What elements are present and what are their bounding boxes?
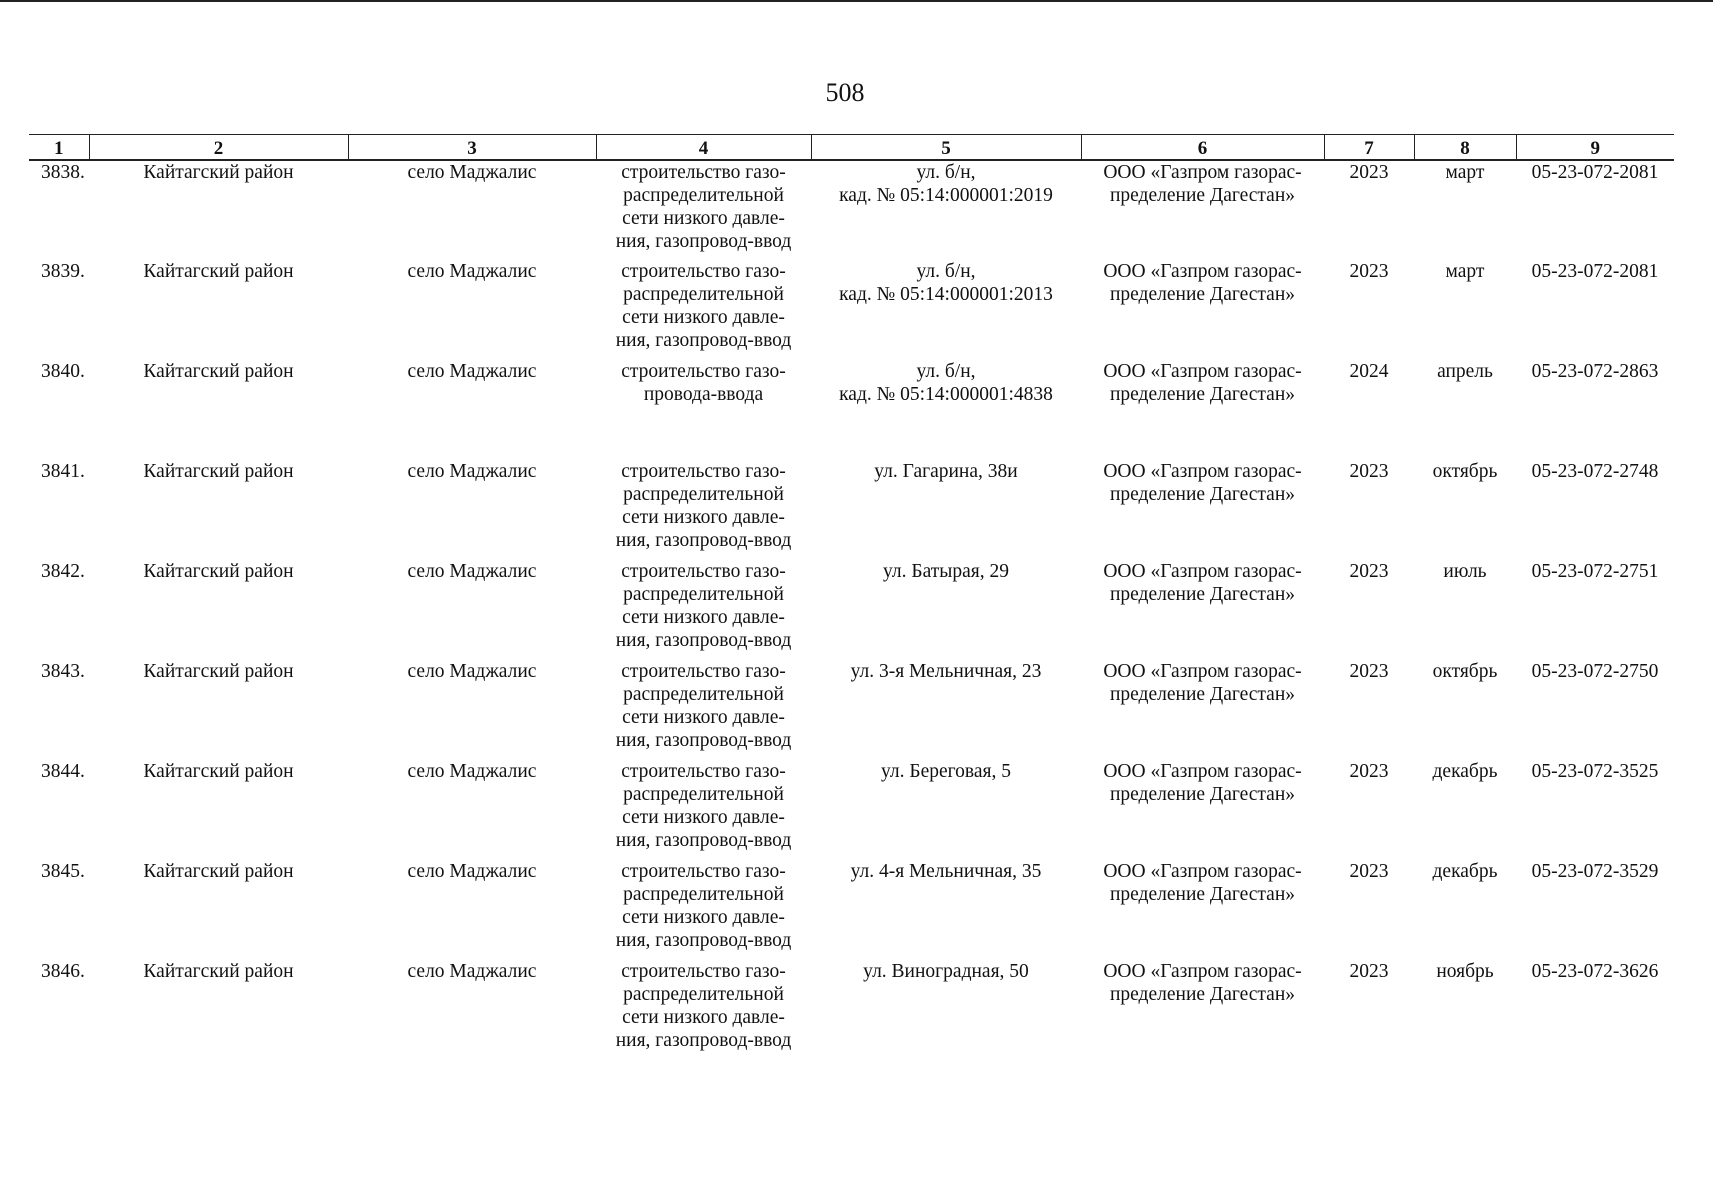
row-number-cell: 3845. (41, 861, 85, 882)
settlement-cell: село Маджалис (407, 561, 537, 582)
code-cell: 05-23-072-2863 (1531, 361, 1659, 382)
organization-cell-line: пределение Дагестан» (1109, 684, 1296, 705)
address-cell-line: ул. б/н, (916, 162, 976, 183)
organization-cell (1081, 260, 1324, 360)
work-type-cell (596, 760, 811, 860)
address-cell-line: кад. № 05:14:000001:2019 (839, 185, 1053, 206)
address-cell-line: ул. Виноградная, 50 (863, 961, 1029, 982)
address-cell-line: ул. б/н, (916, 261, 976, 282)
work-type-cell-line: сети низкого давле- (622, 707, 785, 728)
district-cell: Кайтагский район (143, 761, 294, 782)
organization-cell-line: пределение Дагестан» (1109, 884, 1296, 905)
address-cell (811, 560, 1081, 660)
work-type-cell-line: ния, газопровод-ввод (615, 1030, 792, 1051)
code-cell: 05-23-072-2750 (1531, 661, 1659, 682)
address-cell (811, 360, 1081, 460)
month-cell: октябрь (1432, 461, 1498, 482)
register-table-container (29, 134, 1674, 1060)
row-number-cell: 3844. (41, 761, 85, 782)
address-cell-line: ул. Гагарина, 38и (874, 461, 1018, 482)
work-type-cell-line: распределительной (623, 984, 784, 1005)
work-type-cell-line: ния, газопровод-ввод (615, 530, 792, 551)
address-cell (811, 760, 1081, 860)
settlement-cell: село Маджалис (407, 461, 537, 482)
month-cell: декабрь (1432, 761, 1498, 782)
work-type-cell (596, 660, 811, 760)
month-cell: апрель (1437, 361, 1493, 382)
year-cell: 2023 (1349, 661, 1389, 682)
register-table (29, 134, 1674, 1060)
month-cell: декабрь (1432, 861, 1498, 882)
work-type-cell-line: строительство газо- (621, 661, 786, 682)
work-type-cell-line: распределительной (623, 584, 784, 605)
settlement-cell: село Маджалис (407, 361, 537, 382)
work-type-cell (596, 360, 811, 460)
work-type-cell-line: ния, газопровод-ввод (615, 930, 792, 951)
year-cell: 2023 (1349, 861, 1389, 882)
year-cell: 2023 (1349, 461, 1389, 482)
organization-cell-line: пределение Дагестан» (1109, 784, 1296, 805)
table-row (29, 560, 1674, 660)
work-type-cell-line: ния, газопровод-ввод (615, 630, 792, 651)
address-cell-line: ул. Береговая, 5 (881, 761, 1011, 782)
table-row (29, 360, 1674, 460)
row-number-cell: 3840. (41, 361, 85, 382)
work-type-cell (596, 860, 811, 960)
table-row (29, 960, 1674, 1060)
work-type-cell (596, 960, 811, 1060)
organization-cell-line: ООО «Газпром газорас- (1103, 361, 1302, 382)
table-row (29, 860, 1674, 960)
work-type-cell-line: сети низкого давле- (622, 307, 785, 328)
district-cell: Кайтагский район (143, 162, 294, 183)
month-cell: октябрь (1432, 661, 1498, 682)
address-cell (811, 660, 1081, 760)
work-type-cell-line: сети низкого давле- (622, 907, 785, 928)
table-body (29, 160, 1674, 1060)
row-number-cell: 3842. (41, 561, 85, 582)
column-header: 7 (1324, 135, 1414, 161)
work-type-cell-line: строительство газо- (621, 361, 786, 382)
organization-cell-line: пределение Дагестан» (1109, 384, 1296, 405)
organization-cell-line: пределение Дагестан» (1109, 484, 1296, 505)
code-cell: 05-23-072-3529 (1531, 861, 1659, 882)
column-header: 9 (1516, 135, 1674, 161)
code-cell: 05-23-072-2751 (1531, 561, 1659, 582)
code-cell: 05-23-072-3626 (1531, 961, 1659, 982)
work-type-cell-line: строительство газо- (621, 761, 786, 782)
work-type-cell-line: ния, газопровод-ввод (615, 330, 792, 351)
work-type-cell-line: ния, газопровод-ввод (615, 231, 792, 252)
district-cell: Кайтагский район (143, 861, 294, 882)
address-cell-line: ул. б/н, (916, 361, 976, 382)
organization-cell-line: ООО «Газпром газорас- (1103, 661, 1302, 682)
work-type-cell-line: строительство газо- (621, 261, 786, 282)
row-number-cell: 3838. (41, 162, 85, 183)
work-type-cell-line: распределительной (623, 185, 784, 206)
page-number: 508 (825, 78, 865, 107)
work-type-cell-line: сети низкого давле- (622, 208, 785, 229)
address-cell-line: кад. № 05:14:000001:2013 (839, 284, 1053, 305)
work-type-cell-line: провода-ввода (643, 384, 764, 405)
table-row (29, 160, 1674, 260)
work-type-cell-line: строительство газо- (621, 961, 786, 982)
work-type-cell (596, 460, 811, 560)
column-header: 2 (89, 135, 348, 161)
column-header: 5 (811, 135, 1081, 161)
column-header: 8 (1414, 135, 1516, 161)
work-type-cell-line: строительство газо- (621, 162, 786, 183)
organization-cell-line: пределение Дагестан» (1109, 185, 1296, 206)
code-cell: 05-23-072-2748 (1531, 461, 1659, 482)
organization-cell-line: пределение Дагестан» (1109, 984, 1296, 1005)
row-number-cell: 3846. (41, 961, 85, 982)
work-type-cell-line: ния, газопровод-ввод (615, 730, 792, 751)
settlement-cell: село Маджалис (407, 861, 537, 882)
organization-cell-line: пределение Дагестан» (1109, 584, 1296, 605)
organization-cell-line: ООО «Газпром газорас- (1103, 761, 1302, 782)
work-type-cell-line: распределительной (623, 884, 784, 905)
settlement-cell: село Маджалис (407, 261, 537, 282)
address-cell-line: ул. 4-я Мельничная, 35 (850, 861, 1042, 882)
organization-cell (1081, 960, 1324, 1060)
work-type-cell-line: строительство газо- (621, 861, 786, 882)
district-cell: Кайтагский район (143, 961, 294, 982)
work-type-cell-line: распределительной (623, 284, 784, 305)
organization-cell (1081, 660, 1324, 760)
district-cell: Кайтагский район (143, 461, 294, 482)
settlement-cell: село Маджалис (407, 661, 537, 682)
address-cell (811, 960, 1081, 1060)
table-header (29, 135, 1674, 161)
address-cell (811, 160, 1081, 260)
organization-cell-line: ООО «Газпром газорас- (1103, 861, 1302, 882)
header-row (29, 135, 1674, 161)
work-type-cell (596, 560, 811, 660)
address-cell-line: кад. № 05:14:000001:4838 (839, 384, 1053, 405)
organization-cell-line: ООО «Газпром газорас- (1103, 561, 1302, 582)
address-cell-line: ул. 3-я Мельничная, 23 (850, 661, 1042, 682)
work-type-cell-line: распределительной (623, 784, 784, 805)
address-cell-line: ул. Батырая, 29 (883, 561, 1009, 582)
column-header: 3 (348, 135, 596, 161)
work-type-cell-line: сети низкого давле- (622, 607, 785, 628)
address-cell (811, 460, 1081, 560)
code-cell: 05-23-072-2081 (1531, 162, 1659, 183)
year-cell: 2023 (1349, 961, 1389, 982)
month-cell: июль (1443, 561, 1487, 582)
year-cell: 2023 (1349, 561, 1389, 582)
organization-cell (1081, 360, 1324, 460)
organization-cell (1081, 860, 1324, 960)
district-cell: Кайтагский район (143, 661, 294, 682)
month-cell: март (1445, 261, 1485, 282)
organization-cell (1081, 560, 1324, 660)
work-type-cell-line: распределительной (623, 684, 784, 705)
organization-cell (1081, 460, 1324, 560)
organization-cell-line: пределение Дагестан» (1109, 284, 1296, 305)
settlement-cell: село Маджалис (407, 761, 537, 782)
row-number-cell: 3843. (41, 661, 85, 682)
organization-cell (1081, 160, 1324, 260)
work-type-cell (596, 260, 811, 360)
month-cell: ноябрь (1436, 961, 1494, 982)
row-number-cell: 3839. (41, 261, 85, 282)
month-cell: март (1445, 162, 1485, 183)
work-type-cell-line: строительство газо- (621, 461, 786, 482)
work-type-cell-line: сети низкого давле- (622, 507, 785, 528)
row-number-cell: 3841. (41, 461, 85, 482)
organization-cell-line: ООО «Газпром газорас- (1103, 162, 1302, 183)
address-cell (811, 260, 1081, 360)
year-cell: 2023 (1349, 261, 1389, 282)
settlement-cell: село Маджалис (407, 162, 537, 183)
organization-cell (1081, 760, 1324, 860)
work-type-cell-line: сети низкого давле- (622, 1007, 785, 1028)
year-cell: 2023 (1349, 761, 1389, 782)
district-cell: Кайтагский район (143, 261, 294, 282)
district-cell: Кайтагский район (143, 361, 294, 382)
table-row (29, 460, 1674, 560)
table-row (29, 660, 1674, 760)
work-type-cell (596, 160, 811, 260)
work-type-cell-line: сети низкого давле- (622, 807, 785, 828)
code-cell: 05-23-072-3525 (1531, 761, 1659, 782)
table-row (29, 760, 1674, 860)
work-type-cell-line: ния, газопровод-ввод (615, 830, 792, 851)
organization-cell-line: ООО «Газпром газорас- (1103, 961, 1302, 982)
work-type-cell-line: строительство газо- (621, 561, 786, 582)
year-cell: 2024 (1349, 361, 1389, 382)
district-cell: Кайтагский район (143, 561, 294, 582)
organization-cell-line: ООО «Газпром газорас- (1103, 261, 1302, 282)
work-type-cell-line: распределительной (623, 484, 784, 505)
code-cell: 05-23-072-2081 (1531, 261, 1659, 282)
settlement-cell: село Маджалис (407, 961, 537, 982)
year-cell: 2023 (1349, 162, 1389, 183)
table-row (29, 260, 1674, 360)
column-header: 4 (596, 135, 811, 161)
address-cell (811, 860, 1081, 960)
scan-top-border (0, 0, 1713, 2)
organization-cell-line: ООО «Газпром газорас- (1103, 461, 1302, 482)
column-header: 1 (29, 135, 89, 161)
column-header: 6 (1081, 135, 1324, 161)
